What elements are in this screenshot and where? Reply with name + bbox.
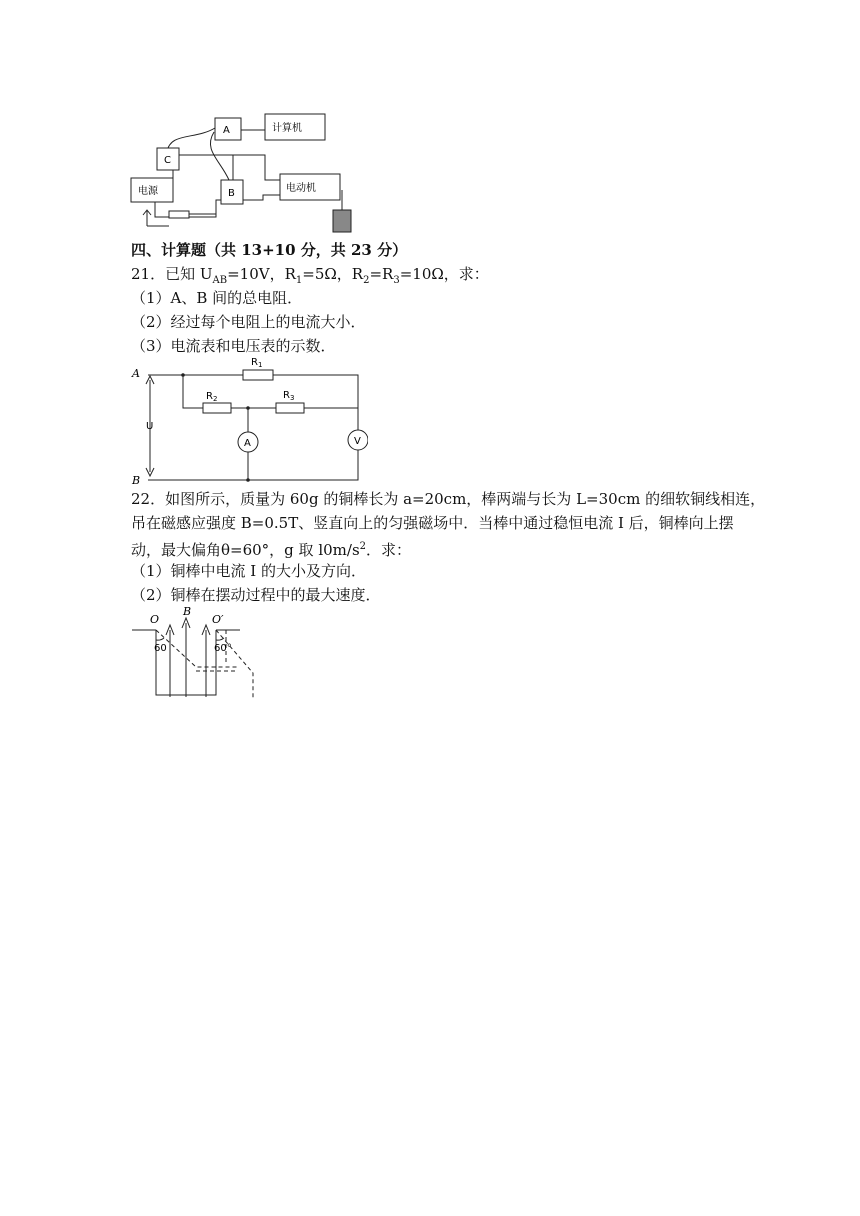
q22-line3 [131,537,411,560]
q21-stem-mid3: =R [369,265,394,283]
terminal-b-label: B [132,474,141,487]
copper-rod-figure [128,605,268,705]
label-power: 电源 [138,186,158,197]
q21-stem-mid2: =5Ω，R [302,265,364,283]
q21-stem [131,264,489,291]
q21-part3: （3）电流表和电压表的示数． [131,337,336,355]
q21-sub1: 1 [295,275,303,286]
voltage-u-label: U [146,421,154,432]
field-b-label: B [183,605,192,618]
angle-left-label: 60 [154,643,167,654]
angle-right-label: 60° [214,643,232,654]
q22-line1: 22．如图所示，质量为 60g 的铜棒长为 a=20cm，棒两端与长为 L=30cm 的细软铜线相连， [131,490,766,508]
junction-dot [181,373,185,377]
q21-part2: （2）经过每个电阻上的电流大小． [131,313,366,331]
r3-label: $R_3$ [283,390,295,402]
label-computer: 计算机 [272,123,302,134]
section-heading: 四、计算题（共 13+10 分，共 23 分） [131,241,408,259]
q21-stem-prefix: 21．已知 U [131,265,213,283]
resistor-r2 [203,403,231,413]
resistor-r3 [276,403,304,413]
terminal-a-label: A [132,367,140,380]
resistor-r1 [243,370,273,380]
label-motor: 电动机 [286,183,316,194]
label-c: C [164,155,171,166]
label-a: A [223,125,230,136]
q22-part1: （1）铜棒中电流 I 的大小及方向． [131,562,367,580]
pivot-o2-label: O′ [212,613,224,626]
hanging-weight [333,210,351,232]
label-b: B [228,188,235,199]
junction-dot [246,406,250,410]
ammeter-label: A [244,438,251,449]
r2-label: $R_2$ [206,391,218,403]
r1-label: $R_1$ [251,357,263,369]
resistor-circuit-figure [128,352,368,487]
junction-dot [246,478,250,482]
q21-sub3: 3 [393,275,400,286]
q21-stem-end: =10Ω，求： [399,265,489,283]
q21-part1: （1）A、B 间的总电阻． [131,289,303,307]
q22-part2: （2）铜棒在摆动过程中的最大速度． [131,586,381,604]
motor-circuit-figure [125,110,365,235]
q22-line3-sup: 2 [359,541,367,552]
rheostat [169,211,189,218]
q21-stem-mid1: =10V，R [227,265,296,283]
q22-line3-pre: 动，最大偏角θ=60°，g 取 l0m/s [131,541,360,559]
q21-stem-sub: AB [212,275,228,286]
voltmeter-label: V [354,436,361,447]
pivot-o-label: O [150,613,160,626]
q22-line2: 吊在磁感应强度 B=0.5T、竖直向上的匀强磁场中．当棒中通过稳恒电流 I 后，铜棒向上摆 [131,514,734,532]
q22-line3-post: ．求： [366,541,412,559]
q21-sub2: 2 [363,275,370,286]
